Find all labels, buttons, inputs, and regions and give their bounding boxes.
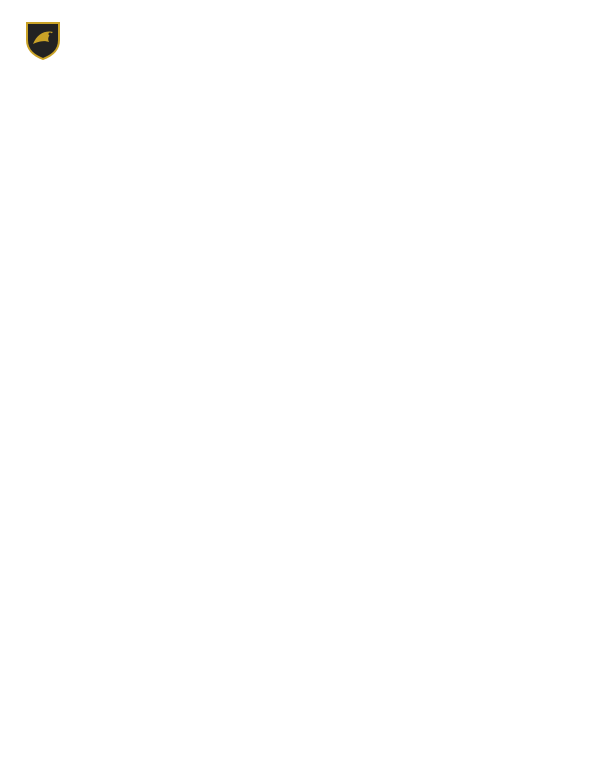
academy-shield-logo: [23, 20, 63, 60]
